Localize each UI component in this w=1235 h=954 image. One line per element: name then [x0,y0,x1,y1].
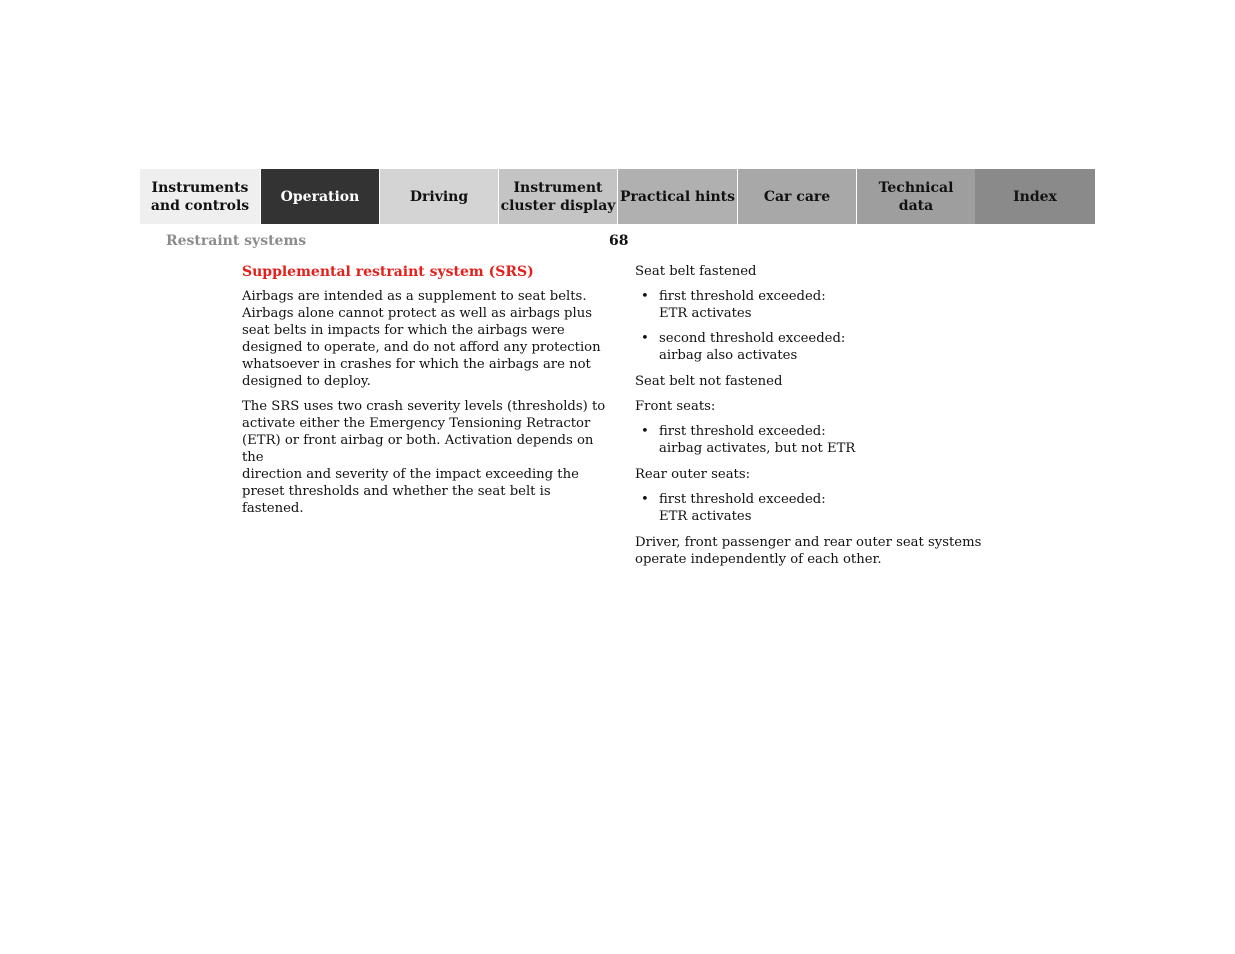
independent-systems-paragraph: Driver, front passenger and rear outer seat systems operate independently of each other. [635,535,982,567]
tab-instrument-cluster-display[interactable]: Instrument cluster display [498,169,617,224]
right-column [635,263,995,576]
rear-seats-list [635,491,995,525]
tab-operation[interactable]: Operation [260,169,379,224]
list-item-text: first threshold exceeded: ETR activates [659,289,826,321]
left-column [242,263,614,525]
airbag-supplement-paragraph: Airbags are intended as a supplement to seat belts. Airbags alone cannot protect as well as airbags plus seat belts in impacts for which the airbags were designed to operate, and do not afford any protection whatsoever in crashes for which the airbags are not designed to deploy. [242,289,601,389]
seat-belt-fastened-label: Seat belt fastened [635,264,757,279]
list-item [635,288,995,322]
tab-technical-data[interactable]: Technical data [856,169,975,224]
fastened-list [635,288,995,364]
front-seats-label: Front seats: [635,399,716,414]
tab-practical-hints[interactable]: Practical hints [617,169,737,224]
rear-outer-seats-label: Rear outer seats: [635,467,751,482]
tab-car-care[interactable]: Car care [737,169,856,224]
bullet-icon: • [641,424,649,439]
tab-index[interactable]: Index [975,169,1095,224]
page-number: 68 [609,233,629,249]
srs-thresholds-paragraph: The SRS uses two crash severity levels (thresholds) to activate either the Emergency Tensioning Retractor (ETR) or front airbag or both. Activation depends on the direction and severity of the impact exceeding the preset thresholds and whether the seat belt is fastened. [242,399,606,516]
bullet-icon: • [641,289,649,304]
list-item [635,423,995,457]
srs-heading: Supplemental restraint system (SRS) [242,264,534,280]
list-item-text: second threshold exceeded: airbag also activates [659,331,846,363]
list-item-text: first threshold exceeded: ETR activates [659,492,826,524]
list-item [635,330,995,364]
list-item [635,491,995,525]
seat-belt-not-fastened-label: Seat belt not fastened [635,374,783,389]
list-item-text: first threshold exceeded: airbag activates, but not ETR [659,424,856,456]
section-title: Restraint systems [166,233,307,249]
chapter-tab-bar [140,169,1095,224]
bullet-icon: • [641,492,649,507]
tab-driving[interactable]: Driving [379,169,498,224]
bullet-icon: • [641,331,649,346]
tab-instruments-and-controls[interactable]: Instruments and controls [140,169,260,224]
front-seats-list [635,423,995,457]
